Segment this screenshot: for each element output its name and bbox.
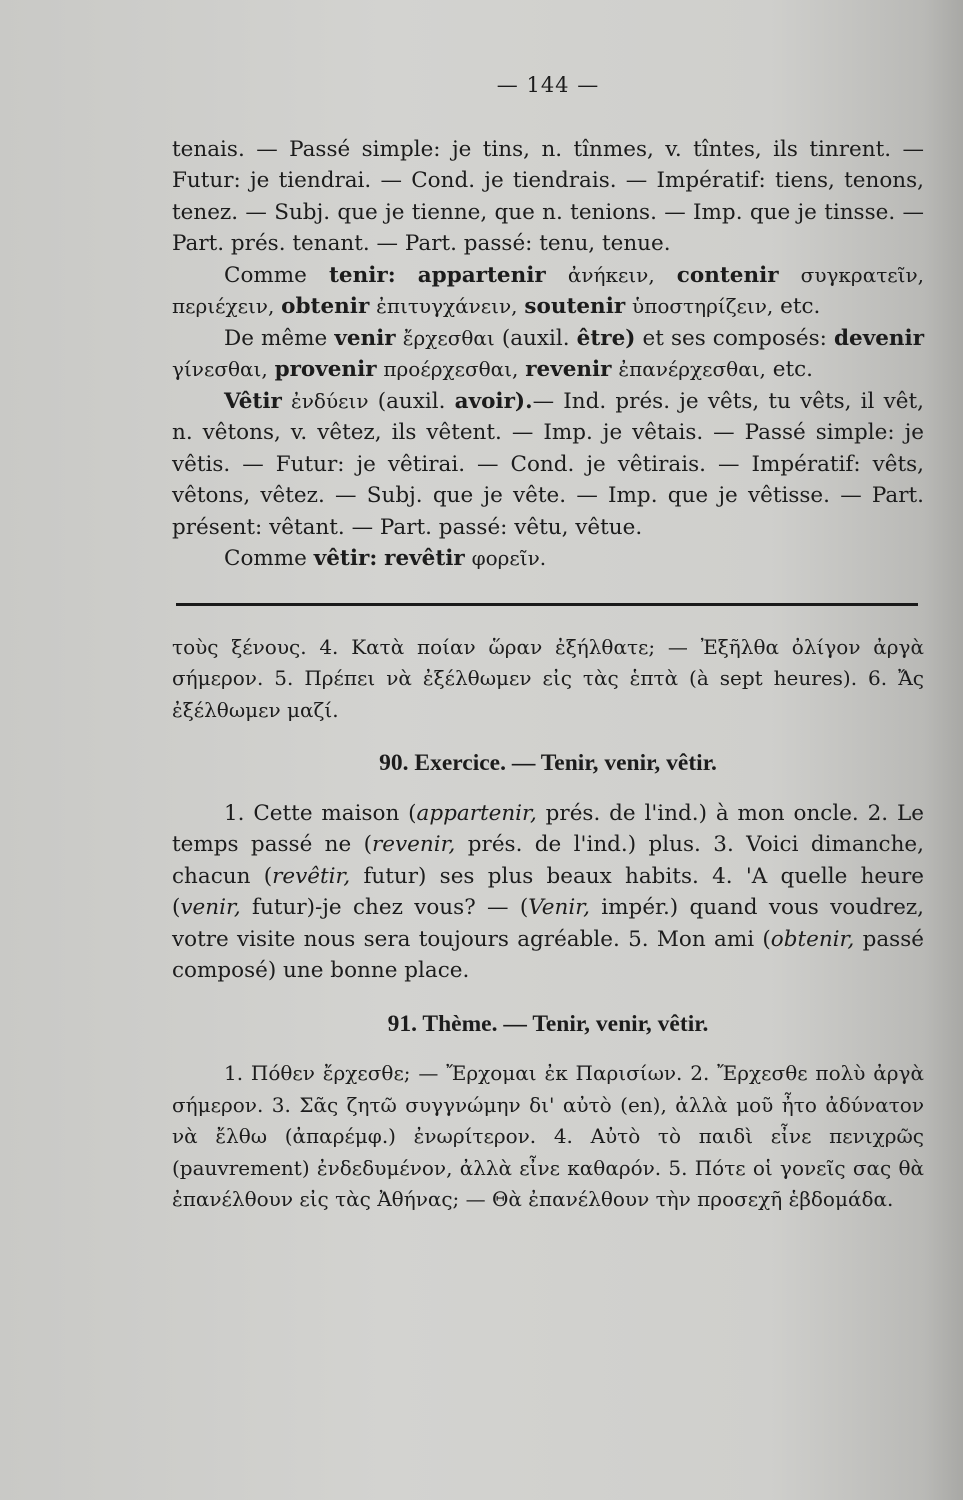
page-content xyxy=(172,70,924,1216)
tenir-conjugation: tenais. — Passé simple: je tins, n. tînmes, v. tîntes, ils tinrent. — Futur: je tiendrai. — Cond. je tiendrais. — Impératif: tiens, tenons, tenez. — Subj. que je tienne, que n. tenions. — Imp. que je tinsse. — Part. prés. tenant. — Part. passé: tenu, tenue. xyxy=(172,136,924,256)
page-number: — 144 — xyxy=(496,73,600,97)
vetir-conjugation: Vêtir ἐνδύειν (auxil. avoir).— Ind. prés. je vêts, tu vêts, il vêt, n. vêtons, v. vêtez, ils vêtent. — Imp. je vêtais. — Passé simple: je vêtis. — Futur: je vêtirai. — Cond. je vêtirais. — Impératif: vêts, vêtons, vêtez. — Subj. que je vête. — Imp. que je vêtisse. — Part. présent: vêtant. — Part. passé: vêtu, vêtue. xyxy=(172,388,924,540)
greek-continuation: τοὺς ξένους. 4. Κατὰ ποίαν ὥραν ἐξήλθατε; — Ἐξῆλθα ὀλίγον ἀργὰ σήμερον. 5. Πρέπει νὰ ἐξέλθωμεν εἰς τὰς ἑπτὰ (à sept heures). 6. Ἄς ἐξέλθωμεν μαζί. xyxy=(172,634,924,722)
tenir-compounds: Comme tenir: appartenir ἀνήκειν, contenir συγκρατεῖν, περιέχειν, obtenir ἐπιτυγχάνειν, soutenir ὑποστηρίζειν, etc. xyxy=(172,262,924,319)
exercise-heading: 90. Exercice. — Tenir, venir, vêtir. xyxy=(379,750,717,776)
theme-text: 1. Πόθεν ἔρχεσθε; — Ἔρχομαι ἐκ Παρισίων. 2. Ἔρχεσθε πολὺ ἀργὰ σήμερον. 3. Σᾶς ζητῶ συγγνώμην δι' αὐτὸ (en), ἀλλὰ μοῦ ἦτο ἀδύνατον νὰ ἔλθω (ἀπαρέμφ.) ἐνωρίτερον. 4. Αὐτὸ τὸ παιδὶ εἶνε πενιχρῶς (pauvrement) ἐνδεδυμένον, ἀλλὰ εἶνε καθαρόν. 5. Πότε οἱ γονεῖς σας θὰ ἐπανέλθουν εἰς τὰς Ἀθήνας; — Θὰ ἐπανέλθουν τὴν προσεχῆ ἑβδομάδα. xyxy=(172,1061,924,1211)
theme-heading: 91. Thème. — Tenir, venir, vêtir. xyxy=(387,1010,709,1037)
exercise-text: 1. Cette maison (appartenir, prés. de l'ind.) à mon oncle. 2. Le temps passé ne (revenir, prés. de l'ind.) plus. 3. Voici dimanche, chacun (revêtir, futur) ses plus beaux habits. 4. 'A quelle heure (venir, futur)-je chez vous? — (Venir, impér.) quand vous voudrez, votre visite nous sera toujours agréable. 5. Mon ami (obtenir, passé composé) une bonne place. xyxy=(172,800,924,983)
section-divider xyxy=(176,603,918,606)
venir-compounds: De même venir ἔρχεσθαι (auxil. être) et ses composés: devenir γίνεσθαι, provenir προέρχεσθαι, revenir ἐπανέρχεσθαι, etc. xyxy=(172,325,925,382)
vetir-compounds: Comme vêtir: revêtir φορεῖν. xyxy=(224,546,547,571)
